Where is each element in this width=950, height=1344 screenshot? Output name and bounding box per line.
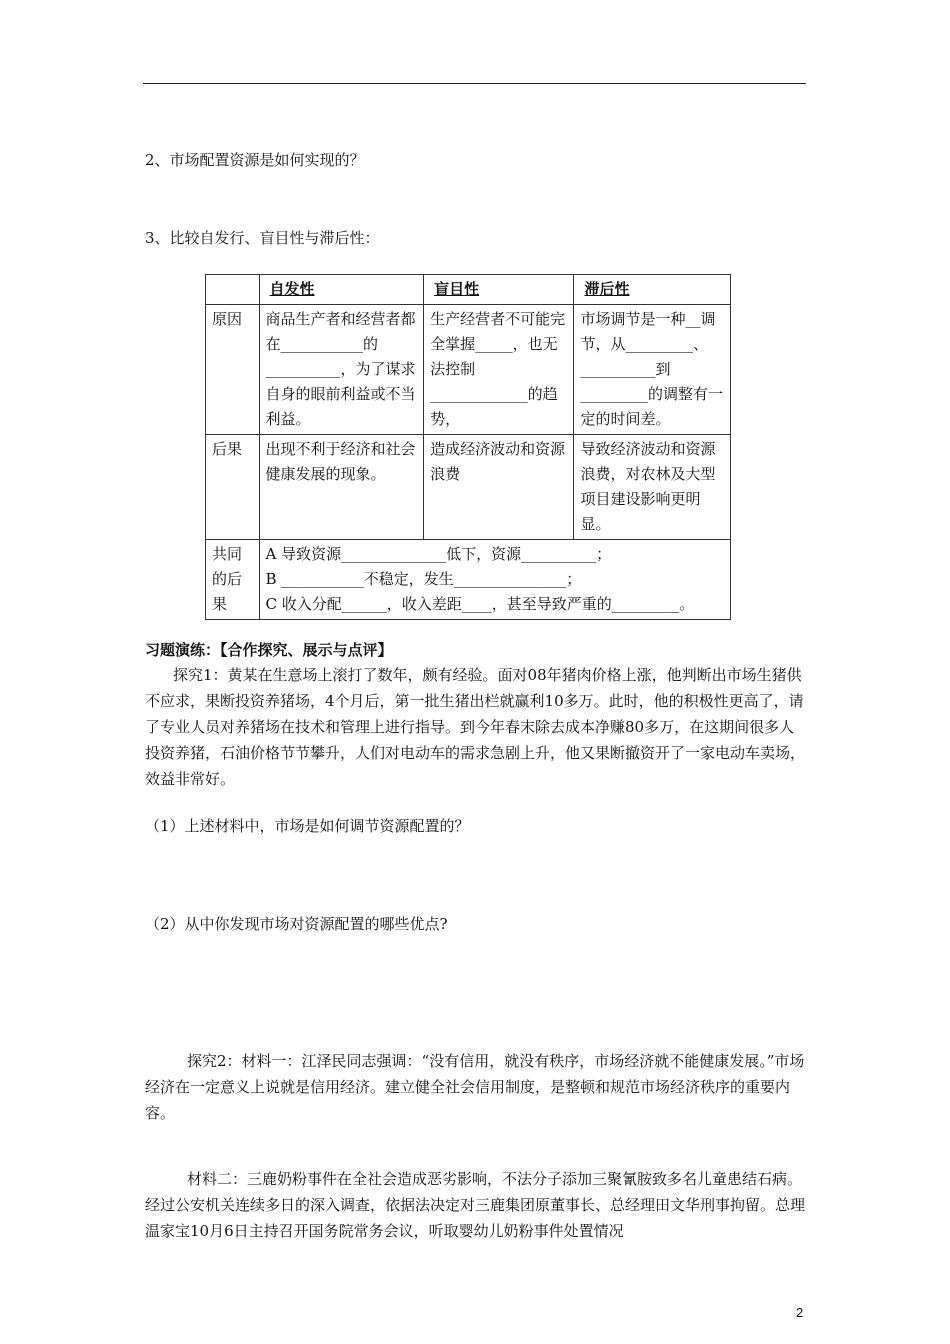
sub-question-2: （2）从中你发现市场对资源配置的哪些优点?	[145, 915, 448, 933]
table-cell: 商品生产者和经营者都在___________的__________，为了谋求自身的眼前利益或不当利益。	[259, 305, 424, 435]
table-row	[206, 305, 731, 435]
case-2-material-2	[145, 1166, 808, 1244]
row-label-common: 共同的后果	[206, 540, 260, 620]
table-cell: 市场调节是一种__调节，从_________、__________到_________的调整有一定的时间差。	[574, 305, 731, 435]
row-label-consequence: 后果	[206, 435, 260, 540]
comparison-table	[205, 274, 731, 620]
common-line-b: B ___________不稳定，发生_______________；	[265, 570, 582, 588]
question-3: 3、比较自发行、盲目性与滞后性：	[145, 229, 380, 247]
sub-question-1: （1）上述材料中，市场是如何调节资源配置的？	[145, 817, 470, 835]
header-rule	[143, 83, 806, 84]
table-corner-cell	[206, 275, 260, 305]
exercise-heading: 习题演练：【合作探究、展示与点评】	[145, 641, 393, 659]
case-2-material-2-text: 材料二：三鹿奶粉事件在全社会造成恶劣影响，不法分子添加三聚氰胺致多名儿童患结石病。经过公安机关连续多日的深入调查，依据法决定对三鹿集团原董事长、总经理田文华刑事拘留。总理温家宝10月6日主持召开国务院常务会议，听取婴幼儿奶粉事件处置情况	[145, 1170, 806, 1240]
header-spontaneity: 自发性	[259, 275, 424, 305]
header-lag: 滞后性	[574, 275, 731, 305]
table-cell: 出现不利于经济和社会健康发展的现象。	[259, 435, 424, 540]
case-2-material-1	[145, 1048, 808, 1126]
common-line-a: A 导致资源______________低下，资源__________；	[265, 545, 612, 563]
common-line-c: C 收入分配______，收入差距____，甚至导致严重的_________。	[265, 595, 695, 613]
common-consequences-cell	[259, 540, 731, 620]
row-label-cause: 原因	[206, 305, 260, 435]
table-row	[206, 435, 731, 540]
table-row	[206, 540, 731, 620]
header-blindness: 盲目性	[424, 275, 574, 305]
case-1	[145, 662, 808, 792]
case-1-text: 探究1：黄某在生意场上滚打了数年，颇有经验。面对08年猪肉价格上涨，他判断出市场生猪供不应求，果断投资养猪场，4个月后，第一批生猪出栏就赢利10多万。此时，他的积极性更高了，请了专业人员对养猪场在技术和管理上进行指导。到今年春末除去成本净赚80多万，在这期间很多人投资养猪，石油价格节节攀升，人们对电动车的需求急剧上升，他又果断撤资开了一家电动车卖场，效益非常好。	[145, 666, 806, 788]
table-cell: 导致经济波动和资源浪费，对农林及大型项目建设影响更明显。	[574, 435, 731, 540]
table-cell: 生产经营者不可能完全掌握_____，也无法控制_____________的趋势，	[424, 305, 574, 435]
table-header-row	[206, 275, 731, 305]
page-number: 2	[796, 1305, 804, 1320]
case-2-material-1-text: 探究2：材料一：江泽民同志强调：“没有信用，就没有秩序，市场经济就不能健康发展。”市场经济在一定意义上说就是信用经济。建立健全社会信用制度，是整顿和规范市场经济秩序的重要内容。	[145, 1052, 805, 1122]
question-2: 2、市场配置资源是如何实现的？	[145, 151, 365, 169]
table-cell: 造成经济波动和资源浪费	[424, 435, 574, 540]
